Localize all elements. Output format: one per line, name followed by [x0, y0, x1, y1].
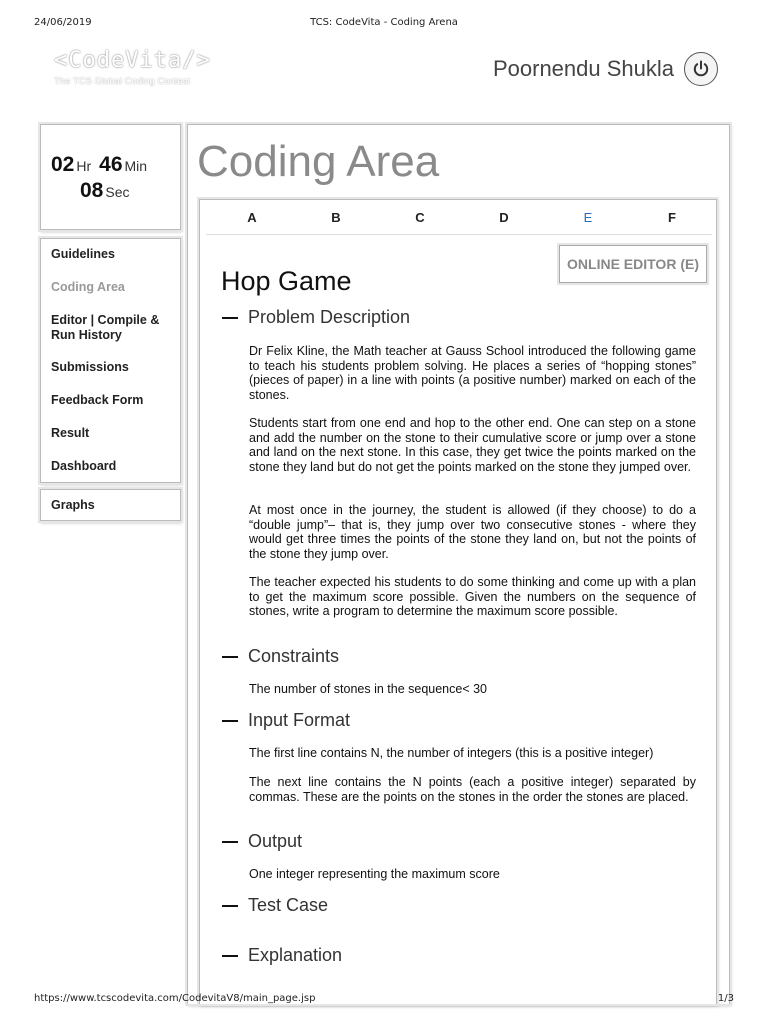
collapse-icon: [222, 905, 238, 907]
logo-text: <CodeVita/>: [54, 48, 211, 73]
countdown-timer: [40, 124, 181, 230]
tab-c[interactable]: C: [415, 210, 425, 225]
timer-hours: 02: [51, 153, 75, 176]
section-heading: Problem Description: [248, 307, 411, 327]
section-constraints[interactable]: [222, 646, 339, 667]
description-paragraph: At most once in the journey, the student is allowed (if they choose) to do a “double jump”– that is, they jump over two consecutive stones - where they would get three times the points of the stone they land on, but not the points of the stone they jump over.: [249, 503, 696, 561]
tab-a[interactable]: A: [247, 210, 257, 225]
print-header: [0, 17, 768, 31]
sidebar-item-guidelines[interactable]: Guidelines: [51, 247, 115, 261]
problem-title: Hop Game: [221, 266, 352, 296]
section-heading: Explanation: [248, 945, 343, 965]
print-date: 24/06/2019: [34, 17, 92, 28]
input-format-paragraph: The next line contains the N points (each a positive integer) separated by commas. These are the points on the stones in the order the stones are placed.: [249, 775, 696, 804]
description-paragraph: The teacher expected his students to do some thinking and come up with a plan to get the maximum score possible. Given the numbers on the sequence of stones, write a program to determine the maximum score possible.: [249, 575, 696, 618]
sidebar-item-dashboard[interactable]: Dashboard: [51, 459, 117, 473]
page-title: Coding Area: [197, 137, 440, 186]
collapse-icon: [222, 317, 238, 319]
user-name: Poornendu Shukla: [492, 56, 674, 81]
problem-panel: [199, 199, 717, 1004]
sidebar-item-feedback-form[interactable]: Feedback Form: [51, 393, 144, 407]
input-format-paragraph: The first line contains N, the number of integers (this is a positive integer): [249, 746, 654, 760]
collapse-icon: [222, 841, 238, 843]
tab-b[interactable]: B: [331, 210, 341, 225]
timer-hours-unit: Hr: [76, 158, 92, 174]
section-heading: Input Format: [248, 710, 351, 730]
sidebar-item-editor-history[interactable]: Editor | Compile & Run History: [51, 313, 160, 342]
section-output[interactable]: [222, 831, 302, 852]
tab-d[interactable]: D: [499, 210, 509, 225]
constraints-paragraph: The number of stones in the sequence< 30: [249, 682, 488, 696]
section-test-case[interactable]: [222, 895, 328, 916]
sidebar-item-coding-area[interactable]: Coding Area: [51, 280, 125, 294]
timer-seconds-unit: Sec: [105, 184, 130, 200]
sidebar-item-result[interactable]: Result: [51, 426, 90, 440]
tab-e[interactable]: E: [583, 210, 593, 225]
section-heading: Output: [248, 831, 303, 851]
print-title: TCS: CodeVita - Coding Arena: [310, 17, 458, 28]
collapse-icon: [222, 720, 238, 722]
print-page-number: 1/3: [717, 993, 734, 1004]
timer-seconds: 08: [80, 179, 104, 202]
section-heading: Constraints: [248, 646, 340, 666]
section-input-format[interactable]: [222, 710, 350, 731]
section-explanation[interactable]: [222, 945, 342, 966]
collapse-icon: [222, 656, 238, 658]
timer-minutes: 46: [99, 153, 123, 176]
timer-minutes-unit: Min: [124, 158, 148, 174]
problem-tabs: [206, 200, 712, 235]
logo-tagline: The TCS Global Coding Contest: [54, 76, 191, 87]
codevita-logo[interactable]: [54, 49, 214, 91]
print-url: https://www.tcscodevita.com/CodevitaV8/main_page.jsp: [34, 993, 316, 1004]
description-paragraph: Students start from one end and hop to the other end. One can step on a stone and add the number on the stone to their cumulative score or jump over a stone and land on the next stone. In this case, they get twice the points marked on the stone they land but do not get the points marked on the stone they jumped over.: [249, 416, 696, 474]
graphs-panel: [40, 489, 181, 521]
sidebar-nav: [40, 238, 181, 483]
output-paragraph: One integer representing the maximum score: [249, 867, 500, 881]
sidebar-item-submissions[interactable]: Submissions: [51, 360, 129, 374]
description-paragraph: Dr Felix Kline, the Math teacher at Gauss School introduced the following game to teach his students problem solving. He places a series of “hopping stones” (pieces of paper) in a line with points (a positive number) marked on each of the stones.: [249, 344, 696, 402]
collapse-icon: [222, 955, 238, 957]
section-problem-description[interactable]: [222, 307, 410, 328]
online-editor-button[interactable]: ONLINE EDITOR (E): [559, 245, 707, 283]
section-heading: Test Case: [248, 895, 329, 915]
sidebar-item-graphs[interactable]: Graphs: [51, 498, 95, 512]
logout-button[interactable]: [684, 52, 718, 86]
tab-f[interactable]: F: [668, 210, 676, 225]
power-icon: [691, 59, 711, 79]
